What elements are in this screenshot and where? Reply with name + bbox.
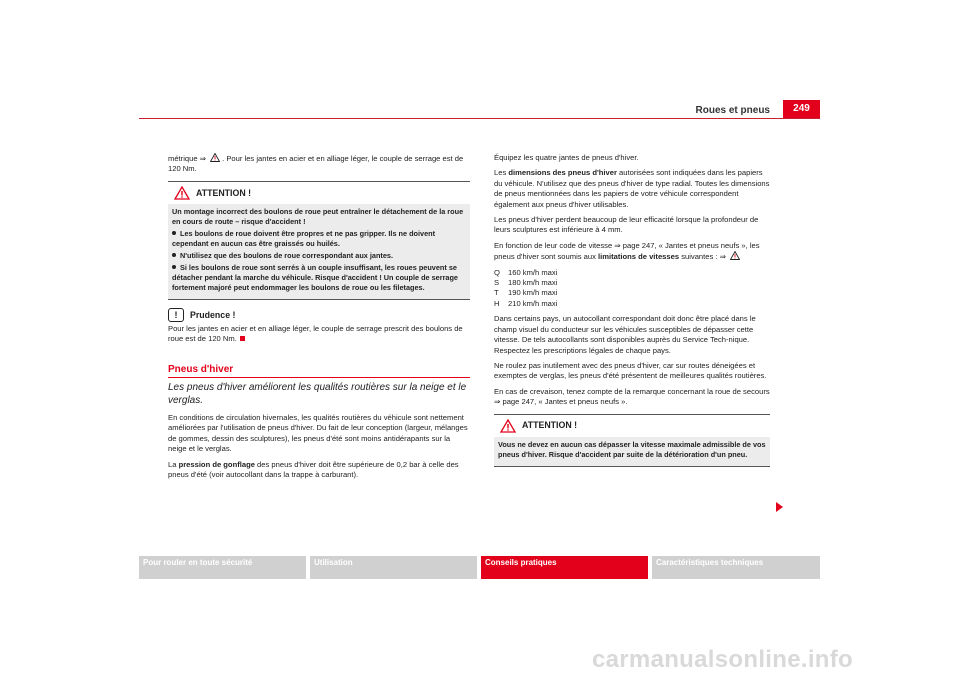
body-paragraph: Les pneus d'hiver perdent beaucoup de leur efficacité lorsque la profondeur de leurs sculptures est inférieure à 4 mm. (494, 215, 759, 235)
warning-box-header (494, 415, 770, 437)
warning-triangle-icon (730, 251, 740, 260)
exclamation-icon: ! (168, 308, 184, 322)
body-paragraph: Dans certains pays, un autocollant correspondant doit donc être placé dans le champ visuel du conducteur sur les véhicules susceptibles de dépasser cette vitesse. De tels autocollants sont disponibles auprès du Service Tech-nique. Respectez les prescriptions légales de chaque pays. (494, 314, 756, 355)
warning-title: ATTENTION ! (196, 187, 252, 198)
left-column (168, 153, 470, 485)
note-header (168, 308, 470, 322)
speed-row: S 180 km/h maxi (494, 278, 558, 288)
right-column (494, 153, 770, 475)
section-end-mark (240, 336, 245, 341)
note-text: Pour les jantes en acier et en alliage léger, le couple de serrage prescrit des boulons de roue est de 120 Nm. (168, 323, 463, 344)
next-page-arrow-icon[interactable] (776, 502, 783, 512)
page-number: 249 (783, 100, 820, 118)
body-paragraph: Équipez les quatre jantes de pneus d'hiver. (494, 153, 639, 162)
body-paragraph: La pression de gonflage des pneus d'hiver doit être supérieure de 0,2 bar à celle des pneus d'été (voir autocollant dans la trappe à carburant). (168, 459, 459, 480)
speed-limit-list (494, 268, 770, 310)
running-header-title: Roues et pneus (695, 105, 770, 116)
footer-tab-conseils[interactable]: Conseils pratiques (481, 556, 648, 579)
warning-triangle-icon (174, 186, 190, 200)
bullet-icon (172, 253, 176, 257)
note-title: Prudence ! (190, 309, 236, 320)
body-paragraph: Ne roulez pas inutilement avec des pneus d'hiver, car sur routes déneigées et exemptes de verglas, les pneus d'été présentent de meilleures qualités routières. (494, 360, 767, 381)
body-paragraph: En fonction de leur code de vitesse ⇒ page 247, « Jantes et pneus neufs », les pneus d'hiver sont soumis aux limitations de vitesses suivantes : ⇒ (494, 240, 760, 262)
speed-row: T 190 km/h maxi (494, 288, 558, 298)
body-paragraph: En conditions de circulation hivernales, les qualités routières du véhicule sont nettement améliorées par l'utilisation de pneus d'hiver. Du fait de leur conception (largeur, mélanges de gommes, dessin des sculptures), les pneus d'été sont moins antidérapants sur la neige et le verglas. (168, 413, 468, 454)
warning-box-1 (168, 181, 470, 300)
footer-tab-caracteristiques[interactable]: Caractéristiques techniques (652, 556, 820, 579)
warning-bullet: Les boulons de roue doivent être propres et ne pas gripper. Ils ne doivent cependant en aucun cas être graissés ou huilés. (172, 228, 436, 248)
warning-box-2 (494, 414, 770, 467)
section-title: Pneus d'hiver (168, 365, 470, 378)
footer-tab-securite[interactable]: Pour rouler en toute sécurité (139, 556, 306, 579)
speed-row: H 210 km/h maxi (494, 298, 558, 308)
speed-row: Q 160 km/h maxi (494, 267, 558, 277)
warning-title: ATTENTION ! (522, 420, 578, 431)
warning-triangle-icon (500, 419, 516, 433)
bullet-icon (172, 265, 176, 269)
watermark: carmanualsonline.info (592, 646, 854, 673)
body-paragraph: En cas de crevaison, tenez compte de la remarque concernant la roue de secours ⇒ page 247, « Jantes et pneus neufs ». (494, 386, 770, 407)
warning-bullet: Si les boulons de roue sont serrés à un couple insuffisant, les roues peuvent se détacher pendant la marche du véhicule. Risque d'accident ! Un couple de serrage fortement majoré peut endommager les boulons de roue ou les filetages. (172, 262, 458, 292)
body-paragraph: Les dimensions des pneus d'hiver autorisées sont indiquées dans les papiers du véhicule. N'utilisez que des pneus d'hiver de type radial. Toutes les dimensions de pneus mentionnées dans les papiers de votre véhicule correspondent également aux pneus d'hiver utilisables. (494, 168, 770, 209)
bullet-icon (172, 231, 176, 235)
header-rule (139, 118, 820, 119)
warning-text: Vous ne devez en aucun cas dépasser la vitesse maximale admissible de vos pneus d'hiver. Risque d'accident par suite de la détérioration d'un pneu. (498, 439, 766, 459)
warning-box-header (168, 182, 470, 204)
intro-paragraph: métrique ⇒ . Pour les jantes en acier et en alliage léger, le couple de serrage est de 120 Nm. (168, 154, 464, 174)
section-subtitle: Les pneus d'hiver améliorent les qualités routières sur la neige et le verglas. (168, 382, 467, 407)
warning-triangle-icon (210, 153, 220, 162)
footer-tab-utilisation[interactable]: Utilisation (310, 556, 477, 579)
warning-lead: Un montage incorrect des boulons de roue peut entraîner le détachement de la roue en cours de route – risque d'accident ! (172, 206, 464, 226)
warning-bullet: N'utilisez que des boulons de roue correspondant aux jantes. (172, 251, 466, 261)
